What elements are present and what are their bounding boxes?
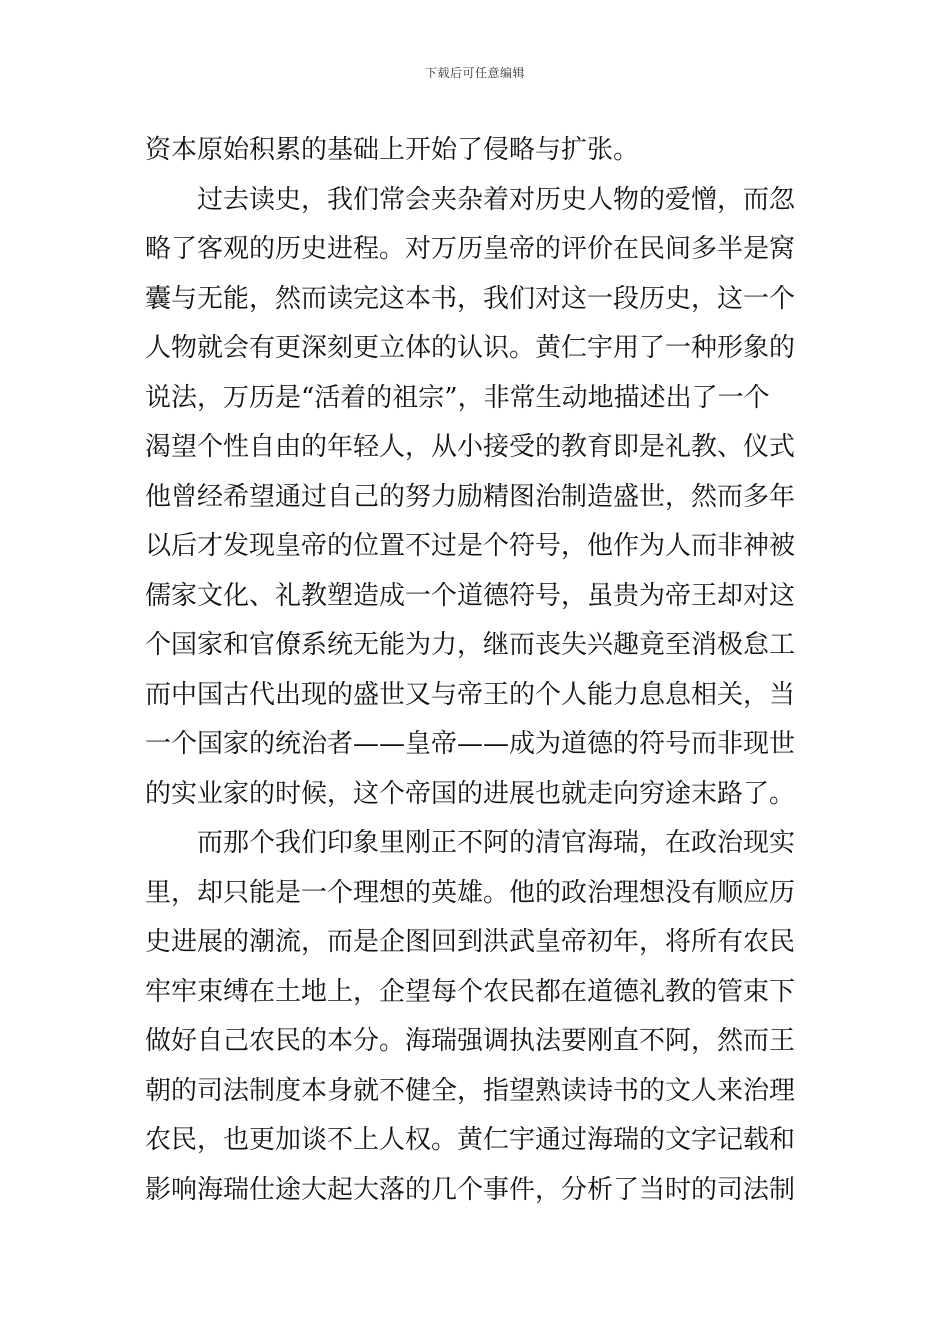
text-line: 以后才发现皇帝的位置不过是个符号，他作为人而非神被 xyxy=(145,531,796,561)
text-line: 儒家文化、礼教塑造成一个道德符号，虽贵为帝王却对这 xyxy=(145,580,796,611)
text-line: 牢牢束缚在土地上，企望每个农民都在道德礼教的管束下 xyxy=(145,976,796,1007)
text-line: 影响海瑞仕途大起大落的几个事件，分析了当时的司法制 xyxy=(145,1174,796,1205)
text-line: 史进展的潮流，而是企图回到洪武皇帝初年，将所有农民 xyxy=(145,927,796,957)
page-header: 下载后可任意编辑 xyxy=(424,66,525,80)
document-body xyxy=(145,126,809,1215)
text-line: 一个国家的统治者——皇帝——成为道德的符号而非现世 xyxy=(145,729,796,759)
text-line: 说法，万历是“活着的祖宗”，非常生动地描述出了一个 xyxy=(145,382,770,413)
text-line: 略了客观的历史进程。对万历皇帝的评价在民间多半是窝 xyxy=(145,234,796,264)
text-line: 资本原始积累的基础上开始了侵略与扩张。 xyxy=(145,135,640,165)
text-line: 农民，也更加谈不上人权。黄仁宇通过海瑞的文字记载和 xyxy=(145,1125,796,1155)
text-line: 个国家和官僚系统无能为力，继而丧失兴趣竟至消极怠工 xyxy=(145,630,796,660)
text-line: 里，却只能是一个理想的英雄。他的政治理想没有顺应历 xyxy=(145,877,796,908)
text-line: 过去读史，我们常会夹杂着对历史人物的爱憎，而忽 xyxy=(197,184,796,215)
text-line: 囊与无能，然而读完这本书，我们对这一段历史，这一个 xyxy=(145,283,796,314)
text-line: 做好自己农民的本分。海瑞强调执法要刚直不阿，然而王 xyxy=(145,1026,796,1056)
text-line: 朝的司法制度本身就不健全，指望熟读诗书的文人来治理 xyxy=(145,1075,796,1106)
text-line: 他曾经希望通过自己的努力励精图治制造盛世，然而多年 xyxy=(145,481,796,512)
text-line: 人物就会有更深刻更立体的认识。黄仁宇用了一种形象的 xyxy=(145,333,796,363)
text-line: 渴望个性自由的年轻人，从小接受的教育即是礼教、仪式 xyxy=(145,432,796,462)
text-line: 而那个我们印象里刚正不阿的清官海瑞，在政治现实 xyxy=(197,828,796,858)
text-line: 而中国古代出现的盛世又与帝王的个人能力息息相关，当 xyxy=(145,679,796,710)
text-line: 的实业家的时候，这个帝国的进展也就走向穷途末路了。 xyxy=(145,778,796,809)
